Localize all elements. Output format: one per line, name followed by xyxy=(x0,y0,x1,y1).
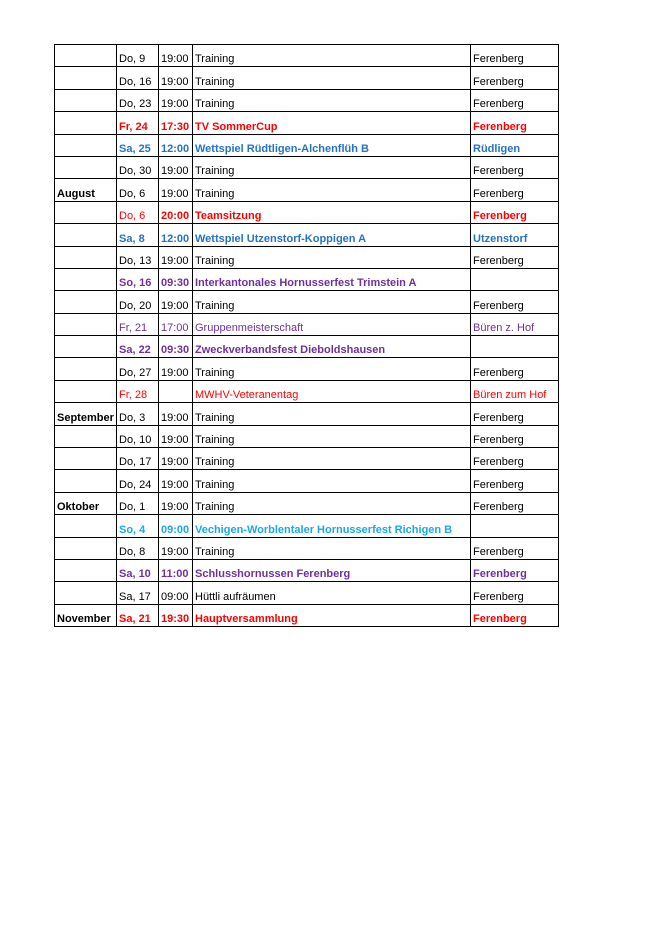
event-text: Training xyxy=(195,165,235,178)
place-cell xyxy=(471,380,559,402)
event-text: Training xyxy=(195,501,235,514)
month-cell xyxy=(55,403,117,425)
place-cell xyxy=(471,156,559,178)
time-text: 19:00 xyxy=(161,254,189,267)
table-row xyxy=(55,448,559,470)
month-cell xyxy=(55,179,117,201)
place-cell xyxy=(471,425,559,447)
place-text: Ferenberg xyxy=(473,53,524,66)
event-cell xyxy=(193,268,471,290)
month-text: Oktober xyxy=(57,501,100,514)
day-text: Do, 20 xyxy=(119,299,152,312)
place-cell xyxy=(471,89,559,111)
table-row xyxy=(55,582,559,604)
event-text: Wettspiel Utzenstorf-Koppigen A xyxy=(195,232,367,245)
table-row xyxy=(55,604,559,626)
time-text: 19:00 xyxy=(161,53,189,66)
place-cell xyxy=(471,45,559,67)
event-cell xyxy=(193,246,471,268)
month-cell xyxy=(55,582,117,604)
day-text: Do, 6 xyxy=(119,187,146,200)
place-cell xyxy=(471,224,559,246)
event-cell xyxy=(193,537,471,559)
table-row xyxy=(55,537,559,559)
day-text: Do, 27 xyxy=(119,366,152,379)
day-cell xyxy=(117,291,159,313)
time-cell xyxy=(159,246,193,268)
day-text: Do, 6 xyxy=(119,210,146,223)
schedule-table xyxy=(54,44,559,627)
event-text: Training xyxy=(195,456,235,469)
event-text: Hüttli aufräumen xyxy=(195,590,276,603)
event-cell xyxy=(193,403,471,425)
time-cell xyxy=(159,403,193,425)
event-cell xyxy=(193,291,471,313)
day-cell xyxy=(117,358,159,380)
time-text: 09:30 xyxy=(161,344,190,357)
day-cell xyxy=(117,224,159,246)
place-text: Rüdligen xyxy=(473,142,521,155)
day-text: Do, 24 xyxy=(119,478,152,491)
place-text: Ferenberg xyxy=(473,456,524,469)
event-cell xyxy=(193,582,471,604)
time-text: 09:00 xyxy=(161,523,190,536)
time-text: 19:00 xyxy=(161,434,189,447)
month-cell xyxy=(55,156,117,178)
time-cell xyxy=(159,537,193,559)
event-text: Training xyxy=(195,187,235,200)
place-cell xyxy=(471,403,559,425)
time-text: 19:00 xyxy=(161,98,189,111)
time-text: 12:00 xyxy=(161,142,190,155)
table-row xyxy=(55,425,559,447)
place-cell xyxy=(471,336,559,358)
day-cell xyxy=(117,89,159,111)
day-cell xyxy=(117,179,159,201)
time-cell xyxy=(159,492,193,514)
event-text: Schlusshornussen Ferenberg xyxy=(195,568,351,581)
table-row xyxy=(55,134,559,156)
event-text: TV SommerCup xyxy=(195,120,278,133)
table-row xyxy=(55,156,559,178)
event-text: Training xyxy=(195,98,235,111)
table-row xyxy=(55,224,559,246)
table-row xyxy=(55,89,559,111)
month-cell xyxy=(55,336,117,358)
place-text: Ferenberg xyxy=(473,590,524,603)
place-cell xyxy=(471,246,559,268)
time-text: 17:00 xyxy=(161,322,189,335)
event-cell xyxy=(193,67,471,89)
place-text: Ferenberg xyxy=(473,478,524,491)
table-row xyxy=(55,336,559,358)
day-text: Do, 10 xyxy=(119,434,152,447)
time-text: 19:00 xyxy=(161,75,189,88)
day-cell xyxy=(117,246,159,268)
month-cell xyxy=(55,224,117,246)
event-text: Training xyxy=(195,254,235,267)
time-cell xyxy=(159,336,193,358)
day-text: Do, 17 xyxy=(119,456,152,469)
month-text: August xyxy=(57,187,95,200)
time-text: 19:00 xyxy=(161,366,189,379)
day-cell xyxy=(117,112,159,134)
day-text: Sa, 8 xyxy=(119,232,145,245)
time-text: 19:00 xyxy=(161,187,189,200)
time-text: 19:00 xyxy=(161,165,189,178)
month-cell xyxy=(55,89,117,111)
time-text: 09:00 xyxy=(161,590,189,603)
place-cell xyxy=(471,515,559,537)
place-text: Ferenberg xyxy=(473,434,524,447)
time-cell xyxy=(159,470,193,492)
event-text: Training xyxy=(195,434,235,447)
month-cell xyxy=(55,470,117,492)
place-text: Ferenberg xyxy=(473,568,527,581)
table-row xyxy=(55,291,559,313)
event-text: Gruppenmeisterschaft xyxy=(195,322,304,335)
place-text: Ferenberg xyxy=(473,98,524,111)
place-cell xyxy=(471,492,559,514)
time-cell xyxy=(159,268,193,290)
day-text: Do, 3 xyxy=(119,411,146,424)
day-cell xyxy=(117,470,159,492)
place-text: Ferenberg xyxy=(473,254,524,267)
day-cell xyxy=(117,448,159,470)
month-cell xyxy=(55,246,117,268)
table-row xyxy=(55,313,559,335)
time-text: 12:00 xyxy=(161,232,190,245)
time-cell xyxy=(159,112,193,134)
day-cell xyxy=(117,313,159,335)
schedule-body xyxy=(55,45,559,627)
event-cell xyxy=(193,134,471,156)
table-row xyxy=(55,380,559,402)
event-text: Training xyxy=(195,53,235,66)
place-cell xyxy=(471,179,559,201)
day-cell xyxy=(117,492,159,514)
table-row xyxy=(55,201,559,223)
event-cell xyxy=(193,156,471,178)
day-text: Sa, 21 xyxy=(119,613,151,626)
event-cell xyxy=(193,313,471,335)
month-cell xyxy=(55,112,117,134)
day-cell xyxy=(117,403,159,425)
day-cell xyxy=(117,45,159,67)
day-cell xyxy=(117,380,159,402)
day-cell xyxy=(117,268,159,290)
day-cell xyxy=(117,582,159,604)
event-text: Training xyxy=(195,545,235,558)
table-row xyxy=(55,403,559,425)
event-cell xyxy=(193,179,471,201)
time-cell xyxy=(159,582,193,604)
month-cell xyxy=(55,492,117,514)
event-text: Vechigen-Worblentaler Hornusserfest Richigen B xyxy=(195,523,453,536)
time-cell xyxy=(159,224,193,246)
time-text: 20:00 xyxy=(161,210,190,223)
event-cell xyxy=(193,201,471,223)
event-cell xyxy=(193,89,471,111)
place-text: Ferenberg xyxy=(473,165,524,178)
place-text: Ferenberg xyxy=(473,366,524,379)
time-text: 09:30 xyxy=(161,277,190,290)
time-cell xyxy=(159,448,193,470)
table-row xyxy=(55,268,559,290)
day-cell xyxy=(117,515,159,537)
month-cell xyxy=(55,358,117,380)
month-cell xyxy=(55,67,117,89)
day-text: Do, 13 xyxy=(119,254,152,267)
place-text: Ferenberg xyxy=(473,210,527,223)
event-cell xyxy=(193,224,471,246)
event-text: Wettspiel Rüdtligen-Alchenflüh B xyxy=(195,142,369,155)
day-cell xyxy=(117,156,159,178)
day-text: Do, 23 xyxy=(119,98,152,111)
event-cell xyxy=(193,448,471,470)
place-cell xyxy=(471,448,559,470)
place-text: Ferenberg xyxy=(473,120,527,133)
time-text: 19:30 xyxy=(161,613,190,626)
place-cell xyxy=(471,559,559,581)
time-text: 19:00 xyxy=(161,478,189,491)
table-row xyxy=(55,246,559,268)
time-cell xyxy=(159,89,193,111)
event-text: Hauptversammlung xyxy=(195,613,298,626)
event-text: Training xyxy=(195,299,235,312)
event-text: Zweckverbandsfest Dieboldshausen xyxy=(195,344,386,357)
month-cell xyxy=(55,425,117,447)
day-text: Fr, 24 xyxy=(119,120,148,133)
day-cell xyxy=(117,134,159,156)
table-row xyxy=(55,67,559,89)
day-text: Do, 1 xyxy=(119,501,146,514)
month-cell xyxy=(55,537,117,559)
day-text: Fr, 28 xyxy=(119,389,148,402)
day-text: Fr, 21 xyxy=(119,322,148,335)
time-cell xyxy=(159,179,193,201)
event-text: Interkantonales Hornusserfest Trimstein A xyxy=(195,277,417,290)
day-cell xyxy=(117,336,159,358)
time-cell xyxy=(159,45,193,67)
place-cell xyxy=(471,537,559,559)
day-cell xyxy=(117,604,159,626)
place-cell xyxy=(471,201,559,223)
day-text: So, 4 xyxy=(119,523,146,536)
time-cell xyxy=(159,156,193,178)
month-cell xyxy=(55,291,117,313)
month-text: September xyxy=(57,411,114,424)
table-row xyxy=(55,470,559,492)
event-cell xyxy=(193,604,471,626)
place-text: Ferenberg xyxy=(473,545,524,558)
event-cell xyxy=(193,112,471,134)
time-cell xyxy=(159,67,193,89)
table-row xyxy=(55,45,559,67)
time-cell xyxy=(159,380,193,402)
day-cell xyxy=(117,67,159,89)
day-text: Do, 30 xyxy=(119,165,152,178)
day-text: Sa, 10 xyxy=(119,568,151,581)
table-row xyxy=(55,515,559,537)
month-cell xyxy=(55,448,117,470)
place-text: Büren z. Hof xyxy=(473,322,535,335)
place-text: Ferenberg xyxy=(473,299,524,312)
month-cell xyxy=(55,313,117,335)
month-cell xyxy=(55,559,117,581)
month-cell xyxy=(55,268,117,290)
day-text: Do, 9 xyxy=(119,53,146,66)
time-cell xyxy=(159,134,193,156)
month-cell xyxy=(55,380,117,402)
time-cell xyxy=(159,201,193,223)
month-cell xyxy=(55,45,117,67)
event-text: Training xyxy=(195,411,235,424)
time-cell xyxy=(159,559,193,581)
time-cell xyxy=(159,358,193,380)
event-cell xyxy=(193,380,471,402)
time-text: 19:00 xyxy=(161,456,189,469)
event-cell xyxy=(193,45,471,67)
event-text: Teamsitzung xyxy=(195,210,262,223)
table-row xyxy=(55,492,559,514)
place-text: Ferenberg xyxy=(473,501,524,514)
place-cell xyxy=(471,470,559,492)
time-cell xyxy=(159,515,193,537)
place-cell xyxy=(471,112,559,134)
day-text: Sa, 22 xyxy=(119,344,151,357)
place-cell xyxy=(471,358,559,380)
place-cell xyxy=(471,134,559,156)
day-cell xyxy=(117,425,159,447)
event-cell xyxy=(193,425,471,447)
time-cell xyxy=(159,313,193,335)
month-cell xyxy=(55,604,117,626)
place-cell xyxy=(471,582,559,604)
month-cell xyxy=(55,201,117,223)
time-text: 19:00 xyxy=(161,545,189,558)
place-text: Ferenberg xyxy=(473,411,524,424)
event-cell xyxy=(193,515,471,537)
event-cell xyxy=(193,336,471,358)
place-cell xyxy=(471,268,559,290)
time-text: 17:30 xyxy=(161,120,190,133)
event-text: MWHV-Veteranentag xyxy=(195,389,299,402)
event-text: Training xyxy=(195,478,235,491)
time-text: 19:00 xyxy=(161,411,189,424)
month-text: November xyxy=(57,613,111,626)
month-cell xyxy=(55,515,117,537)
day-text: Do, 16 xyxy=(119,75,152,88)
table-row xyxy=(55,179,559,201)
time-cell xyxy=(159,291,193,313)
table-row xyxy=(55,358,559,380)
event-cell xyxy=(193,358,471,380)
table-row xyxy=(55,559,559,581)
place-cell xyxy=(471,313,559,335)
time-text: 19:00 xyxy=(161,299,189,312)
place-cell xyxy=(471,291,559,313)
time-text: 19:00 xyxy=(161,501,189,514)
place-cell xyxy=(471,67,559,89)
event-text: Training xyxy=(195,75,235,88)
place-cell xyxy=(471,604,559,626)
event-cell xyxy=(193,492,471,514)
day-text: Sa, 17 xyxy=(119,590,151,603)
event-cell xyxy=(193,559,471,581)
time-cell xyxy=(159,425,193,447)
place-text: Ferenberg xyxy=(473,187,524,200)
place-text: Ferenberg xyxy=(473,613,527,626)
month-cell xyxy=(55,134,117,156)
time-text: 11:00 xyxy=(161,568,189,581)
table-row xyxy=(55,112,559,134)
event-cell xyxy=(193,470,471,492)
day-text: Do, 8 xyxy=(119,545,146,558)
time-cell xyxy=(159,604,193,626)
event-text: Training xyxy=(195,366,235,379)
day-text: So, 16 xyxy=(119,277,152,290)
place-text: Büren zum Hof xyxy=(473,389,547,402)
place-text: Utzenstorf xyxy=(473,232,528,245)
day-cell xyxy=(117,559,159,581)
day-text: Sa, 25 xyxy=(119,142,151,155)
day-cell xyxy=(117,201,159,223)
day-cell xyxy=(117,537,159,559)
place-text: Ferenberg xyxy=(473,75,524,88)
